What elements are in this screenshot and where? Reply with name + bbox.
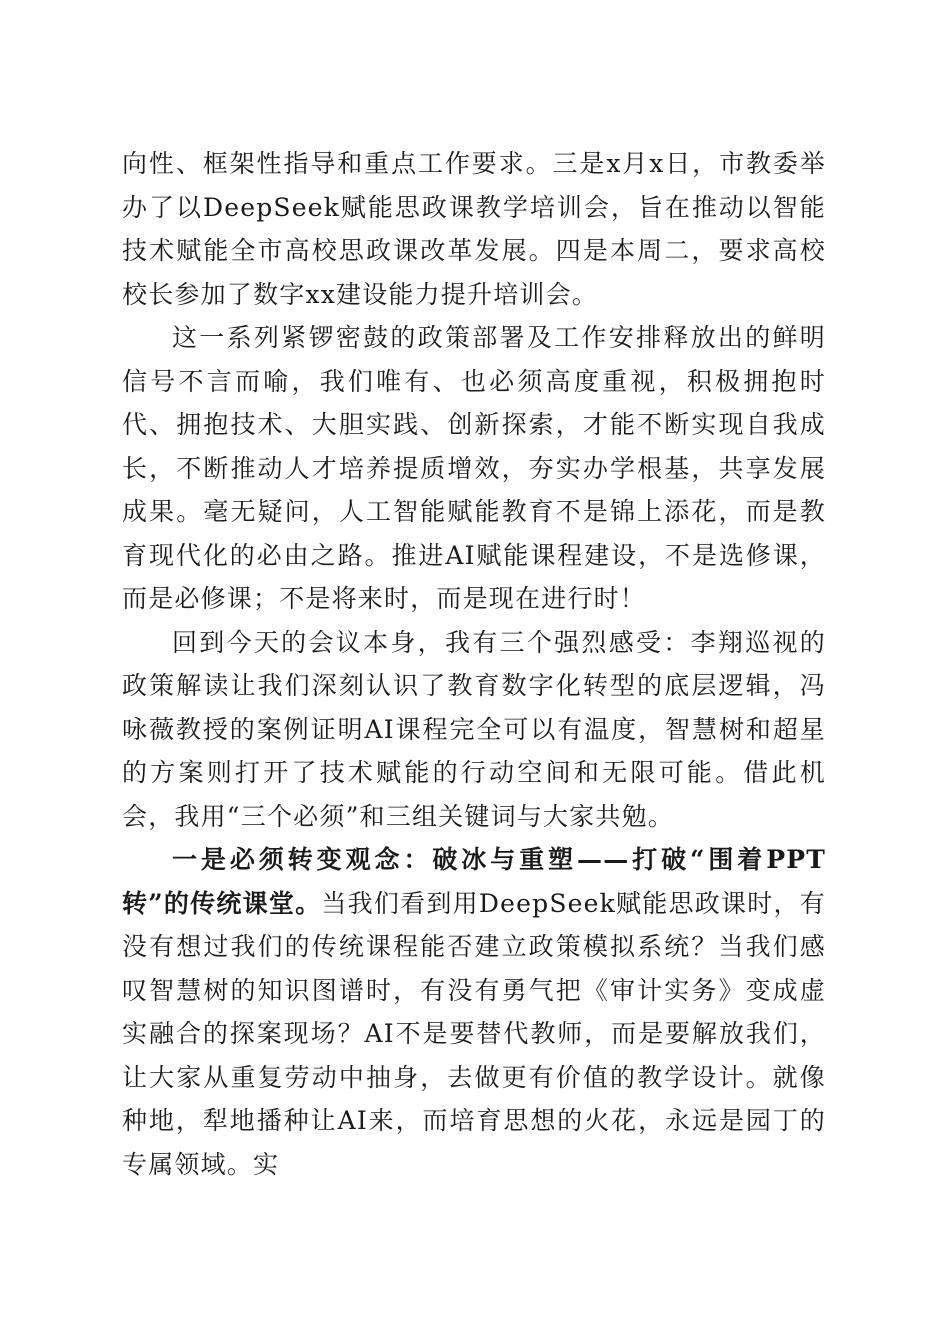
paragraph-3-text: 回到今天的会议本身，我有三个强烈感受：李翔巡视的政策解读让我们深刻认识了教育数字化转型的底层逻辑，冯咏薇教授的案例证明AI课程完全可以有温度，智慧树和超星的方案则打开了技术赋能的行动空间和无限可能。借此机会，我用“三个必须”和三组关键词与大家共勉。 (122, 627, 826, 831)
paragraph-1-text: 向性、框架性指导和重点工作要求。三是x月x日，市教委举办了以DeepSeek赋能思政课教学培训会，旨在推动以智能技术赋能全市高校思政课改革发展。四是本周二，要求高校校长参加了数字xx建设能力提升培训会。 (122, 149, 826, 309)
paragraph-4-text: 当我们看到用DeepSeek赋能思政课时，有没有想过我们的传统课程能否建立政策模拟系统？当我们感叹智慧树的知识图谱时，有没有勇气把《审计实务》变成虚实融合的探案现场？AI不是要替代教师，而是要解放我们，让大家从重复劳动中抽身，去做更有价值的教学设计。就像种地，犁地播种让AI来，而培育思想的火花，永远是园丁的专属领域。实 (122, 888, 827, 1179)
paragraph-1 (122, 142, 826, 316)
paragraph-2 (122, 316, 826, 621)
paragraph-2-text: 这一系列紧锣密鼓的政策部署及工作安排释放出的鲜明信号不言而喻，我们唯有、也必须高度重视，积极拥抱时代、拥抱技术、大胆实践、创新探索，才能不断实现自我成长，不断推动人才培养提质增效，夯实办学根基，共享发展成果。毫无疑问，人工智能赋能教育不是锦上添花，而是教育现代化的必由之路。推进AI赋能课程建设，不是选修课，而是必修课；不是将来时，而是现在进行时！ (122, 323, 826, 613)
paragraph-4 (122, 838, 826, 1186)
paragraph-4-heading: 一是必须转变观念：破冰与重塑——打破“围着PPT转”的传统课堂。 (122, 845, 826, 918)
paragraph-3 (122, 621, 826, 839)
body-text (122, 142, 826, 1186)
